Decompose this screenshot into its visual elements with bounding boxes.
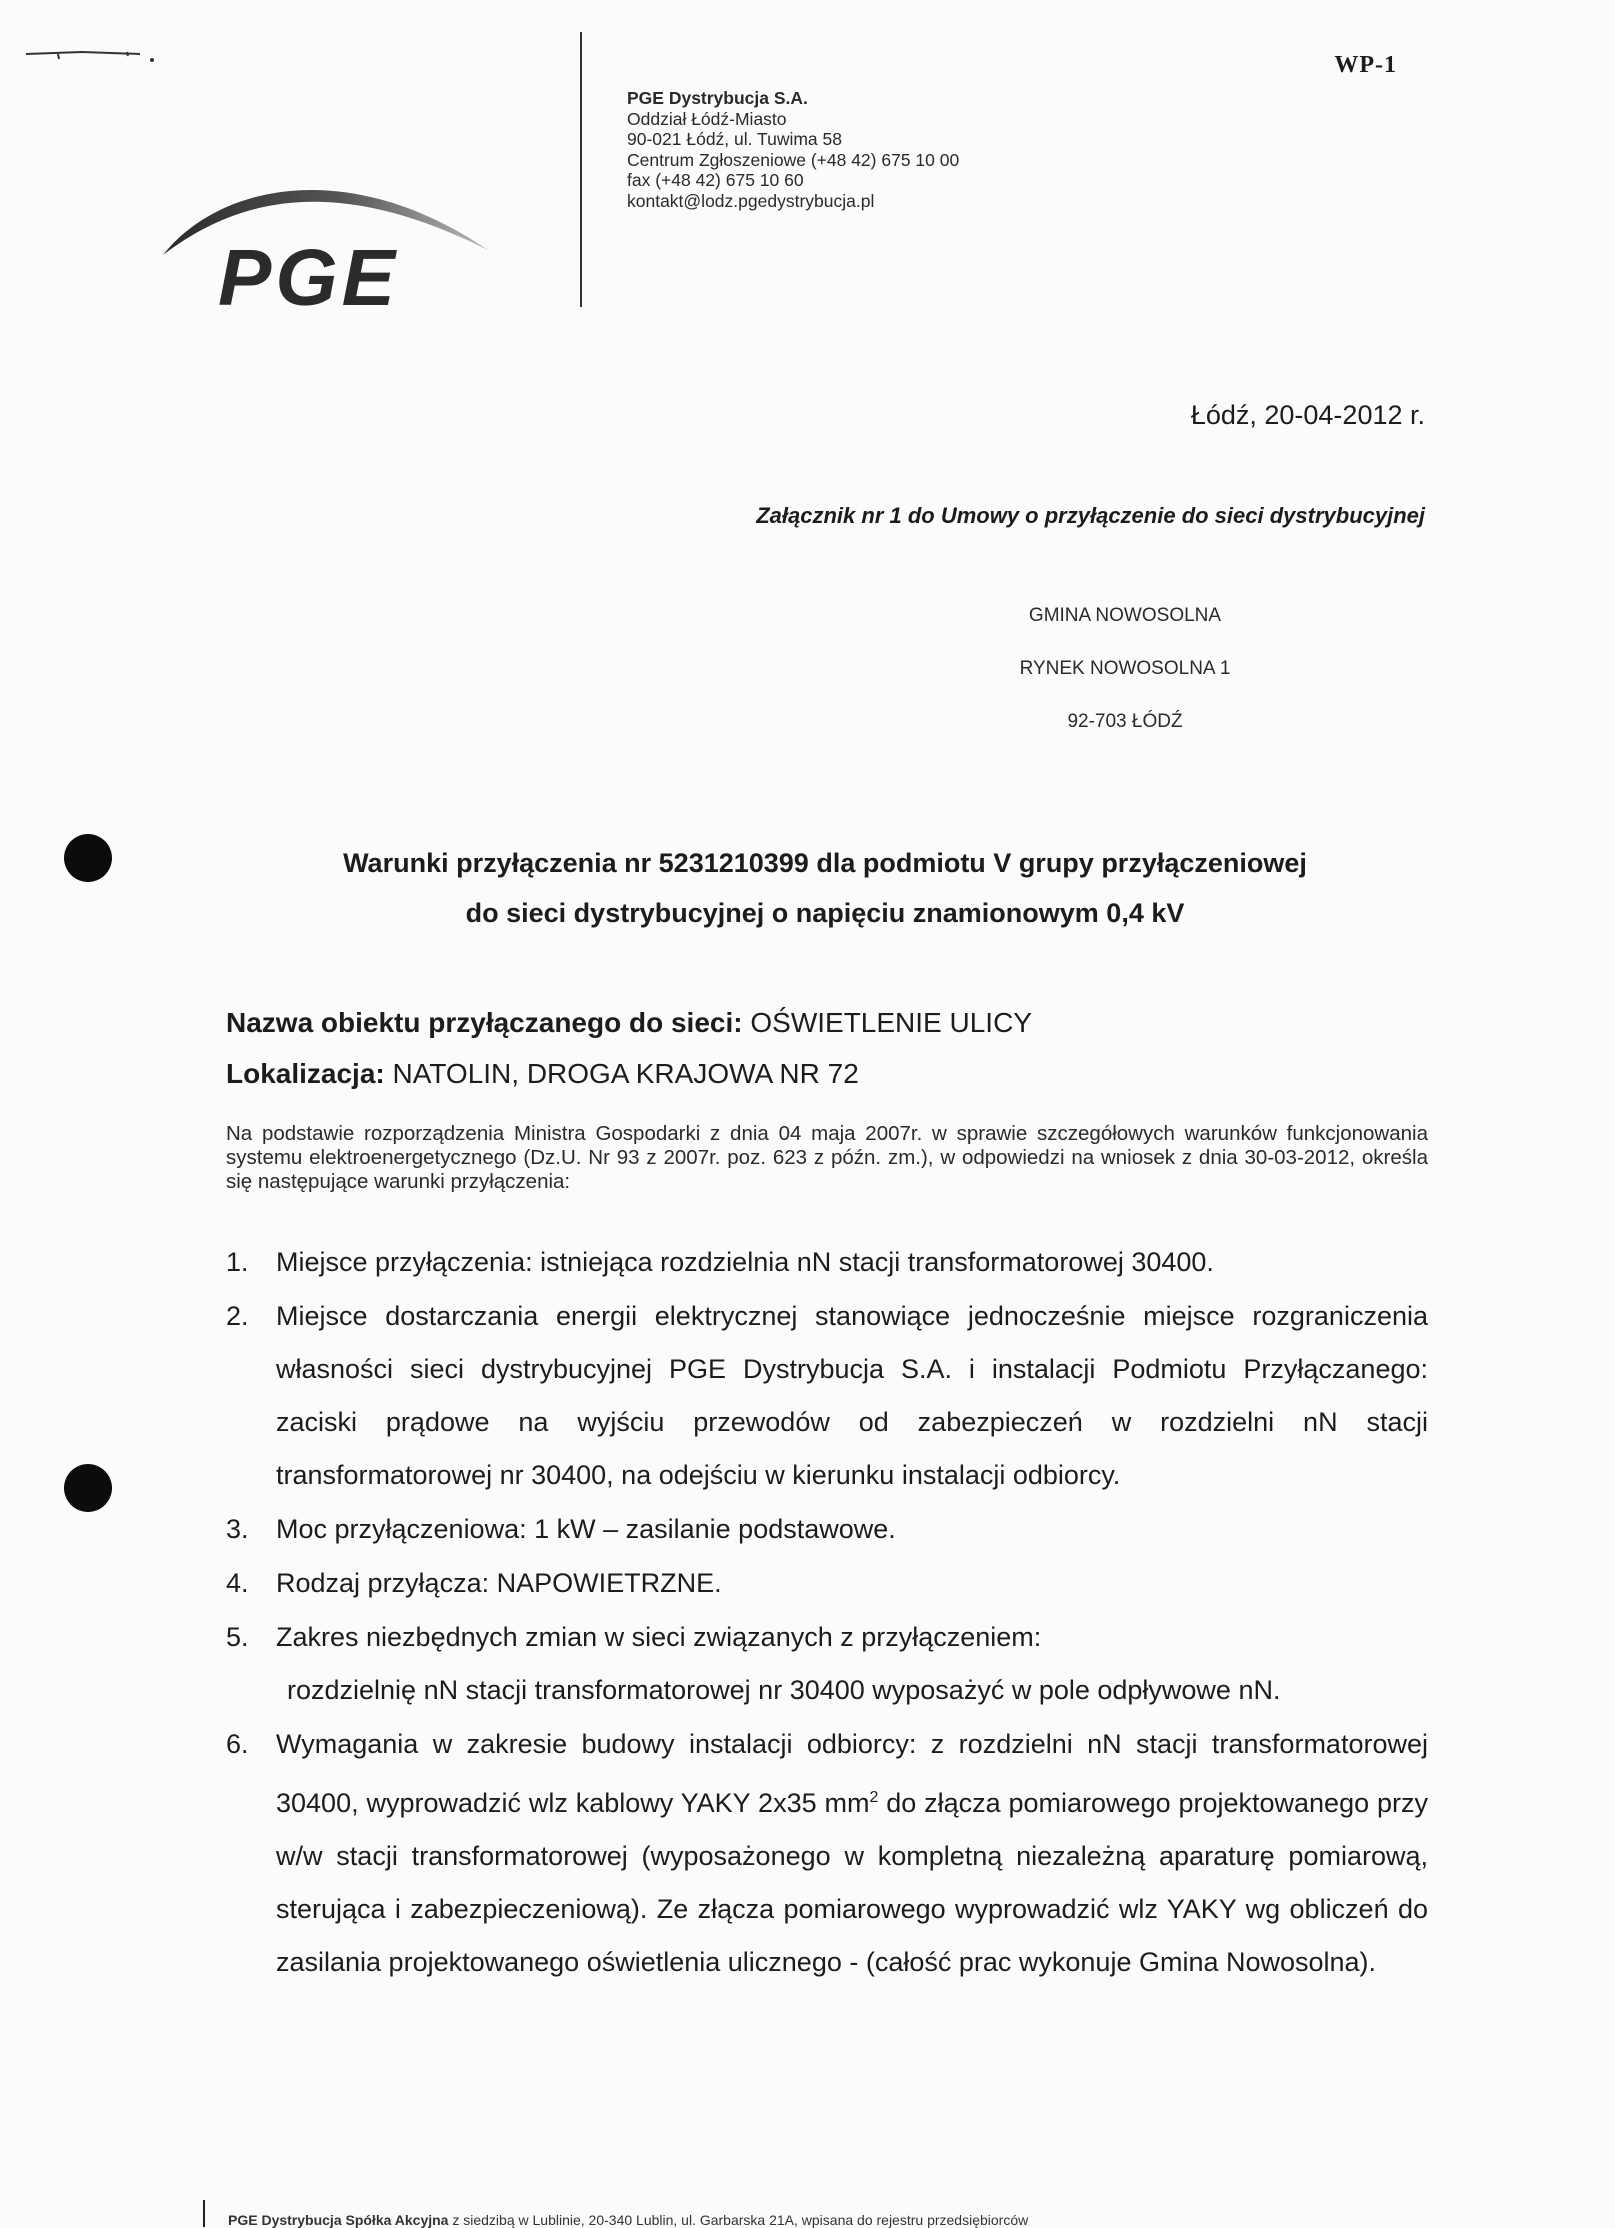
list-item-text-part: do złącza pomiarowego projektowanego przy w/w stacji transformatorowej (wyposażonego w kompletną niezależną aparaturę pomiarową, sterująca i zabezpieczeniową). Ze złącza pomiarowego wyprowadzić wlz YAKY wg obliczeń do zasilania projektowanego oświetlenia ulicznego - (całość prac wykonuje Gmina Nowosolna). [276, 1788, 1428, 1977]
attachment-note: Załącznik nr 1 do Umowy o przyłączenie do sieci dystrybucyjnej [756, 503, 1425, 528]
conditions-list [226, 1236, 1428, 1990]
list-item [226, 1718, 1428, 1989]
list-item-text [276, 1718, 1428, 1989]
corner-pen-marks [22, 40, 162, 70]
title-line: Warunki przyłączenia nr 5231210399 dla podmiotu V grupy przyłączeniowej [343, 848, 1307, 878]
object-name-label: Nazwa obiektu przyłączanego do sieci: [226, 1007, 743, 1038]
list-item-number: 4. [226, 1568, 249, 1598]
list-item [226, 1503, 1428, 1556]
title-line: do sieci dystrybucyjnej o napięciu znamionowym 0,4 kV [465, 898, 1185, 928]
list-item-number: 1. [226, 1247, 249, 1277]
list-item-text: Rodzaj przyłącza: NAPOWIETRZNE. [276, 1568, 722, 1598]
document-title [225, 838, 1425, 938]
object-location-value: NATOLIN, DROGA KRAJOWA NR 72 [384, 1058, 859, 1089]
footer-details: z siedzibą w Lublinie, 20-340 Lublin, ul. Garbarska 21A, wpisana do rejestru przedsiębiorców [448, 2212, 1029, 2228]
object-info [226, 997, 1032, 1099]
company-address [627, 88, 959, 211]
pge-logo-text: PGE [218, 233, 399, 310]
list-item [226, 1236, 1428, 1289]
recipient-line: RYNEK NOWOSOLNA 1 [1019, 658, 1231, 679]
list-item [226, 1557, 1428, 1610]
list-item [226, 1611, 1428, 1717]
object-name-row [226, 997, 1032, 1048]
company-name: PGE Dystrybucja S.A. [627, 88, 808, 108]
list-item-number: 3. [226, 1514, 249, 1544]
list-item-text: Zakres niezbędnych zmian w sieci związanych z przyłączeniem: [276, 1622, 1042, 1652]
object-location-row [226, 1048, 1032, 1099]
list-item-text-part: Wymagania w zakresie budowy instalacji odbiorcy: z rozdzielni nN stacji transformatorowej 30400, wyprowadzić wlz kablowy YAKY 2x35 mm [276, 1729, 1428, 1818]
list-item-continuation: rozdzielnię nN stacji transformatorowej nr 30400 wyposażyć w pole odpływowe nN. [287, 1675, 1281, 1705]
company-phone: Centrum Zgłoszeniowe (+48 42) 675 10 00 [627, 149, 960, 170]
document-date: Łódź, 20-04-2012 r. [1190, 400, 1425, 430]
punch-hole [64, 834, 112, 882]
footer-text [228, 2212, 1028, 2228]
recipient-line: GMINA NOWOSOLNA [1028, 605, 1222, 626]
list-item-text: Moc przyłączeniowa: 1 kW – zasilanie podstawowe. [276, 1514, 896, 1544]
object-location-label: Lokalizacja: [226, 1058, 385, 1089]
company-email: kontakt@lodz.pgedystrybucja.pl [627, 190, 875, 211]
list-item-text: Miejsce dostarczania energii elektrycznej stanowiące jednocześnie miejsce rozgraniczenia własności sieci dystrybucyjnej PGE Dystrybucja S.A. i instalacji Podmiotu Przyłączanego: zaciski prądowe na wyjściu przewodów od zabezpieczeń w rozdzielni nN stacji transformatorowej nr 30400, na odejściu w kierunku instalacji odbiorcy. [276, 1301, 1428, 1490]
company-address-line: Oddział Łódź-Miasto [627, 108, 787, 129]
list-item [226, 1290, 1428, 1502]
recipient-address [980, 605, 1270, 764]
company-address-line: 90-021 Łódź, ul. Tuwima 58 [627, 129, 842, 149]
object-name-value: OŚWIETLENIE ULICY [742, 1007, 1032, 1038]
list-item-number: 5. [226, 1622, 249, 1652]
punch-hole [64, 1464, 112, 1512]
pge-logo [158, 160, 498, 310]
recipient-line: 92-703 ŁÓDŹ [1067, 711, 1183, 732]
footer-company: PGE Dystrybucja Spółka Akcyjna [228, 2212, 449, 2228]
intro-paragraph: Na podstawie rozporządzenia Ministra Gospodarki z dnia 04 maja 2007r. w sprawie szczegółowych warunków funkcjonowania systemu elektroenergetycznego (Dz.U. Nr 93 z 2007r. poz. 623 z późn. zm.), w odpowiedzi na wniosek z dnia 30-03-2012, określa się następujące warunki przyłączenia: [226, 1122, 1428, 1193]
superscript: 2 [869, 1789, 879, 1806]
footer-divider [203, 2200, 205, 2227]
list-item-text: Miejsce przyłączenia: istniejąca rozdzielnia nN stacji transformatorowej 30400. [276, 1247, 1214, 1277]
list-item-number: 6. [226, 1729, 249, 1759]
list-item-number: 2. [226, 1301, 249, 1331]
company-fax: fax (+48 42) 675 10 60 [627, 170, 804, 190]
document-code: WP-1 [1334, 52, 1397, 78]
header-divider [580, 32, 582, 307]
list-item-body [276, 1611, 1428, 1717]
